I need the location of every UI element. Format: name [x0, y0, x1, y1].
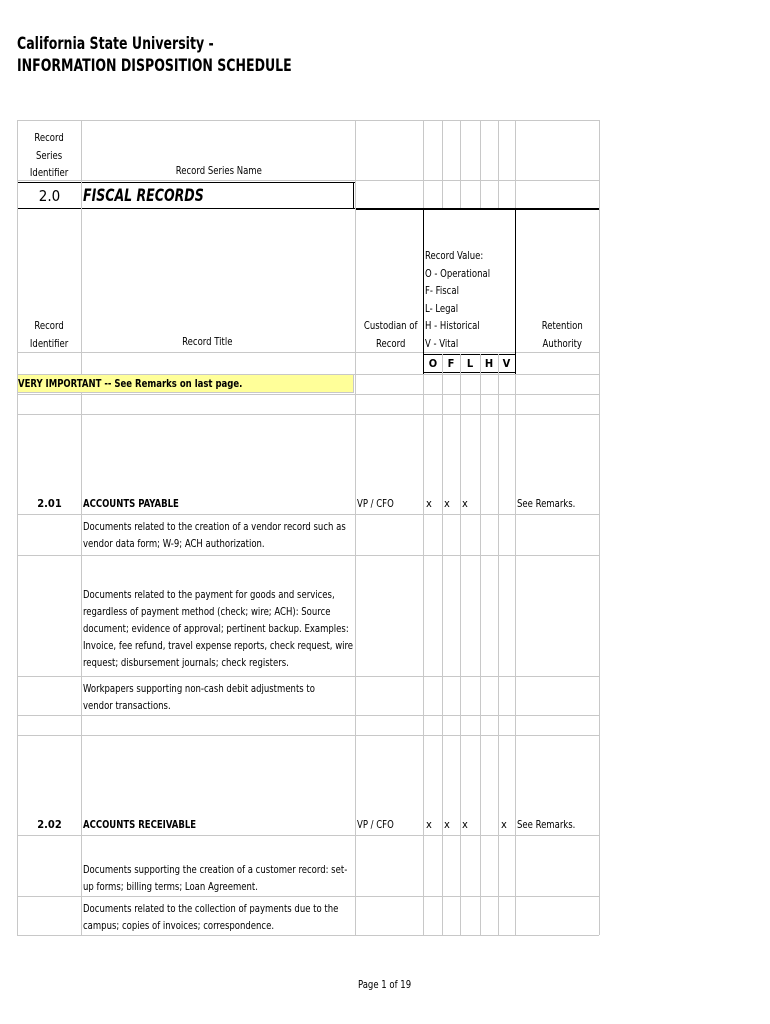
- series-identifier-label: Record Series Identifier: [29, 131, 69, 179]
- value-code-h: H: [484, 357, 494, 370]
- value-code-o: O: [428, 357, 438, 370]
- mark-l: x: [462, 497, 468, 510]
- list-item: Documents supporting the creation of a customer record: set-up forms; billing terms; Loan Agreement.: [83, 863, 348, 893]
- mark-v: x: [501, 818, 507, 831]
- value-code-l: L: [466, 357, 474, 370]
- list-item: Documents related to the collection of payments due to the campus; copies of invoices; correspondence.: [83, 902, 339, 932]
- mark-f: x: [444, 818, 450, 831]
- mark-o: x: [426, 818, 432, 831]
- record-identifier-header: Record Identifier: [29, 319, 69, 350]
- list-item: Documents related to the payment for goods and services, regardless of payment method (check; wire; ACH): Source document; evidence of approval; pertinent backup. Examples: Invoice, fee refund, travel expense reports, check request, wire request; disbursement journals; check registers.: [83, 588, 354, 669]
- record-retention: See Remarks.: [517, 818, 576, 831]
- series-name-value: FISCAL RECORDS: [83, 186, 204, 206]
- record-title: ACCOUNTS PAYABLE: [83, 497, 179, 510]
- custodian-header: Custodian of Record: [363, 319, 418, 350]
- series-identifier-value: 2.0: [38, 187, 61, 205]
- series-name-label: Record Series Name: [175, 164, 262, 177]
- retention-authority-header: Retention Authority: [541, 319, 583, 350]
- record-title-header: Record Title: [182, 335, 233, 348]
- document-title-line1: California State University -: [17, 34, 214, 54]
- mark-l: x: [462, 818, 468, 831]
- record-title: ACCOUNTS RECEIVABLE: [83, 818, 197, 831]
- record-custodian: VP / CFO: [357, 818, 394, 831]
- record-value-header: Record Value: O - Operational F- Fiscal L- Legal H - Historical V - Vital: [425, 249, 491, 350]
- record-id: 2.02: [37, 818, 62, 831]
- mark-o: x: [426, 497, 432, 510]
- value-code-f: F: [447, 357, 455, 370]
- notice-text: VERY IMPORTANT -- See Remarks on last page.: [18, 377, 243, 390]
- mark-f: x: [444, 497, 450, 510]
- record-id: 2.01: [37, 497, 62, 510]
- record-custodian: VP / CFO: [357, 497, 394, 510]
- value-code-v: V: [502, 357, 511, 370]
- list-item: Documents related to the creation of a vendor record such as vendor data form; W-9; ACH authorization.: [83, 520, 346, 550]
- list-item: Workpapers supporting non-cash debit adjustments to vendor transactions.: [83, 682, 315, 712]
- record-retention: See Remarks.: [517, 497, 576, 510]
- page-number: Page 1 of 19: [358, 978, 412, 991]
- document-title-line2: INFORMATION DISPOSITION SCHEDULE: [17, 56, 292, 76]
